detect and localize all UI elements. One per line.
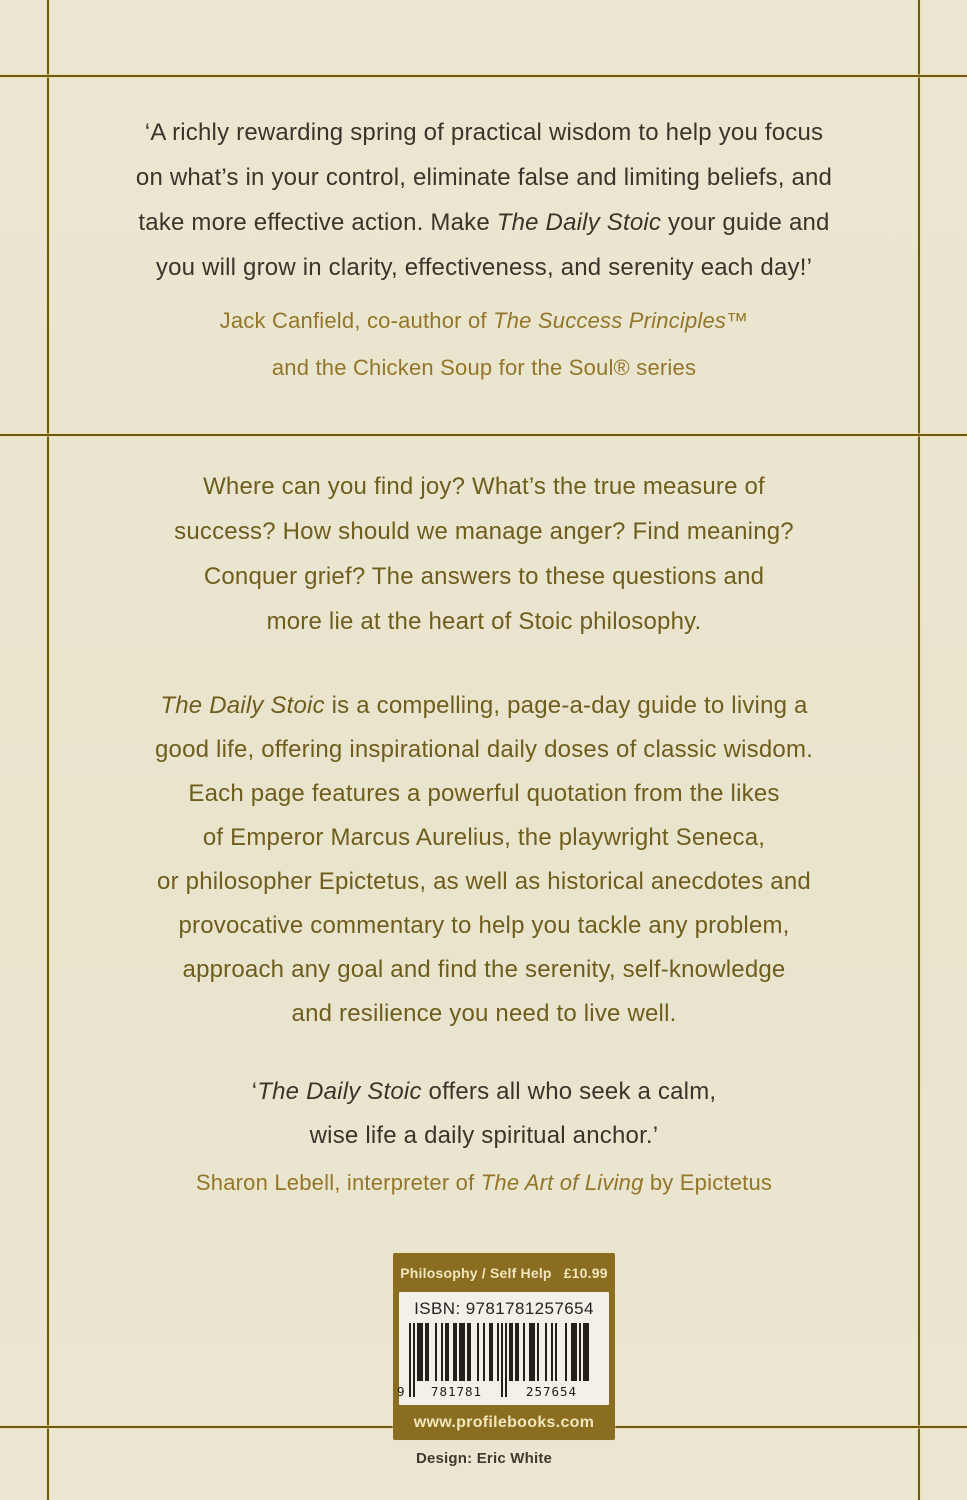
text-line: of Emperor Marcus Aurelius, the playwright Seneca, — [202, 824, 766, 851]
text-line: take more effective action. Make The Daily Stoic your guide and — [138, 209, 830, 236]
text-line: Jack Canfield, co-author of The Success Principles™ — [219, 308, 749, 333]
text-line: Where can you find joy? What’s the true measure of — [203, 473, 765, 500]
design-credit: Design: Eric White — [415, 1450, 553, 1467]
text-line: provocative commentary to help you tackle any problem, — [178, 912, 790, 939]
review-attribution — [48, 1168, 920, 1198]
retail-info-block — [393, 1253, 615, 1440]
frame-rule-horizontal-top — [0, 75, 967, 77]
publisher-website: www.profilebooks.com — [413, 1413, 595, 1431]
synopsis-questions-paragraph — [48, 464, 920, 644]
text-line: approach any goal and find the serenity, self-knowledge — [182, 956, 786, 983]
barcode — [397, 1323, 599, 1400]
price-label: £10.99 — [563, 1264, 608, 1281]
text-line: you will grow in clarity, effectiveness, and serenity each day!’ — [155, 254, 813, 281]
text-line: success? How should we manage anger? Find meaning? — [174, 518, 794, 545]
endorsement-attribution — [48, 297, 920, 391]
frame-rule-horizontal-middle — [0, 434, 967, 436]
barcode-digit-first: 9 — [397, 1384, 405, 1399]
barcode-digit-group2: 257654 — [525, 1384, 578, 1399]
synopsis-description-paragraph — [48, 684, 920, 1036]
text-line: or philosopher Epictetus, as well as historical anecdotes and — [157, 868, 811, 895]
barcode-digits — [397, 1385, 599, 1399]
isbn-text: ISBN: 9781781257654 — [414, 1299, 594, 1318]
category-label: Philosophy / Self Help — [400, 1264, 552, 1281]
text-line: Conquer grief? The answers to these questions and — [203, 563, 765, 590]
isbn-barcode-box — [399, 1292, 609, 1405]
text-line: ‘A richly rewarding spring of practical wisdom to help you focus — [144, 119, 824, 146]
text-line: more lie at the heart of Stoic philosophy. — [266, 608, 702, 635]
text-line: good life, offering inspirational daily doses of classic wisdom. — [154, 736, 814, 763]
category-price-line — [393, 1253, 615, 1292]
text-line: Each page features a powerful quotation from the likes — [188, 780, 780, 807]
endorsement-quote — [48, 110, 920, 290]
text-line: on what’s in your control, eliminate false and limiting beliefs, and — [135, 164, 833, 191]
text-line: and the Chicken Soup for the Soul® series — [271, 355, 697, 380]
review-quote — [48, 1070, 920, 1158]
barcode-digit-group1: 781781 — [430, 1384, 483, 1399]
text-line: ‘The Daily Stoic offers all who seek a calm, — [251, 1078, 717, 1105]
text-line: Sharon Lebell, interpreter of The Art of Living by Epictetus — [195, 1170, 773, 1195]
text-line: The Daily Stoic is a compelling, page-a-day guide to living a — [160, 692, 808, 719]
text-line: wise life a daily spiritual anchor.’ — [309, 1122, 659, 1149]
text-line: and resilience you need to live well. — [291, 1000, 677, 1027]
